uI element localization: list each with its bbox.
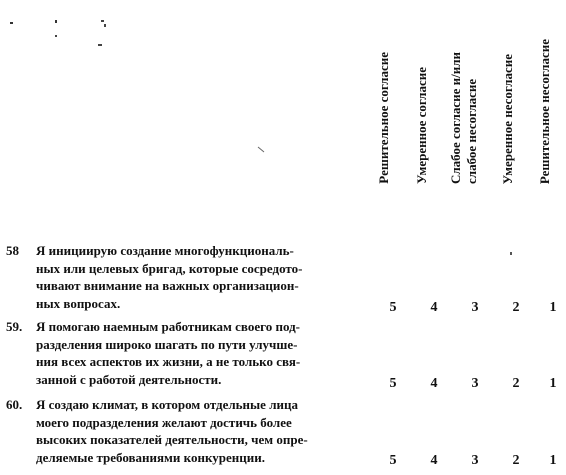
item-58-score-moderate-disagree[interactable]: 2 xyxy=(512,300,520,315)
questionnaire-item-58 xyxy=(6,242,376,312)
item-58-score-slight[interactable]: 3 xyxy=(471,300,479,315)
item-58-score-strong-agree[interactable]: 5 xyxy=(389,300,397,315)
questionnaire-item-59 xyxy=(6,318,376,388)
column-header-label: Решительное согласие xyxy=(376,52,391,184)
item-58-score-strong-disagree[interactable]: 1 xyxy=(549,300,557,315)
column-header-label: Решительное несогласие xyxy=(537,38,552,184)
item-59-score-strong-disagree[interactable]: 1 xyxy=(549,376,557,391)
item-text: Я создаю климат, в котором отдельные лица моего подразделения желают достичь более высоких показателей деятельности, чем опре- деляемые требованиями конкуренции. xyxy=(36,397,308,465)
column-header-label: Умеренное несогласие xyxy=(500,53,515,184)
item-number: 59. xyxy=(6,319,23,334)
item-60-score-moderate-agree[interactable]: 4 xyxy=(430,453,438,468)
item-59-score-strong-agree[interactable]: 5 xyxy=(389,376,397,391)
column-header-moderate-agree xyxy=(412,4,432,184)
item-59-score-moderate-disagree[interactable]: 2 xyxy=(512,376,520,391)
item-60-score-strong-agree[interactable]: 5 xyxy=(389,453,397,468)
item-text: Я инициирую создание многофункциональ- ных или целевых бригад, которые сосредото- чивают внимание на важных организацион- ных вопросах. xyxy=(36,243,303,311)
item-59-score-slight[interactable]: 3 xyxy=(471,376,479,391)
item-number: 60. xyxy=(6,397,23,412)
column-header-label: Умеренное согласие xyxy=(414,67,429,184)
item-60-score-moderate-disagree[interactable]: 2 xyxy=(512,453,520,468)
item-60-score-strong-disagree[interactable]: 1 xyxy=(549,453,557,468)
item-58-score-moderate-agree[interactable]: 4 xyxy=(430,300,438,315)
item-59-score-moderate-agree[interactable]: 4 xyxy=(430,376,438,391)
questionnaire-item-60 xyxy=(6,396,376,466)
item-text: Я помогаю наемным работникам своего под- разделения широко шагать по пути улучше- ния всех аспектов их жизни, а не только свя- занной с работой деятельности. xyxy=(36,319,301,387)
item-60-score-slight[interactable]: 3 xyxy=(471,453,479,468)
column-header-moderate-disagree xyxy=(498,4,518,184)
column-header-label: Слабое согласие и/или слабое несогласие xyxy=(448,52,479,184)
column-header-strong-disagree xyxy=(535,4,555,184)
column-header-strong-agree xyxy=(374,4,394,184)
item-number: 58 xyxy=(6,243,19,258)
column-header-slight xyxy=(446,4,479,184)
